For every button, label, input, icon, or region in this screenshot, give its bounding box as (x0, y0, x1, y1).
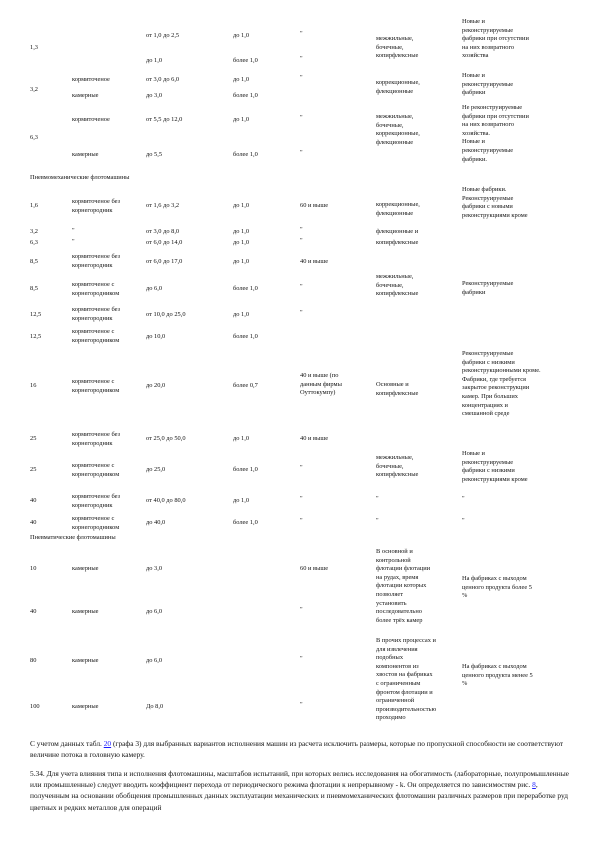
table-cell: до 20,0 (146, 382, 166, 389)
table-cell: камерные (72, 565, 99, 572)
table-cell: камерные (72, 703, 99, 710)
table-link[interactable]: 20 (103, 739, 112, 748)
table-cell: от 5,5 до 12,0 (146, 116, 183, 123)
table-cell: более 1,0 (233, 519, 258, 526)
section-header-pneumomechanical: Пневмомеханические флотомашины (30, 174, 130, 181)
table-cell: кормиточеное с корнегородником (72, 281, 120, 297)
table-cell: камерные (72, 657, 99, 664)
table-cell: кормиточеное без корнегородник (72, 253, 121, 269)
table-cell: 16 (30, 382, 37, 389)
table-cell: до 3,0 (146, 92, 163, 99)
table-cell: " (300, 309, 303, 316)
table-cell: " (300, 30, 303, 37)
table-cell: более 1,0 (233, 57, 258, 64)
table-cell: до 1,0 (233, 311, 250, 318)
paragraph-table-note (30, 738, 570, 760)
table-cell: " (300, 606, 303, 613)
table-cell: до 6,0 (146, 608, 163, 615)
table-cell: Новые и реконструируемые фабрики при отсутствии на них возвратного хозяйства (462, 18, 529, 60)
table-cell: " (300, 55, 303, 62)
table-cell: кормиточеное без корнегородник (72, 493, 121, 509)
table-cell: до 6,0 (146, 657, 163, 664)
section-header-pneumatic: Пневматические флотомашины (30, 534, 116, 541)
table-cell: более 0,7 (233, 382, 258, 389)
table-cell: 60 и выше (300, 202, 329, 209)
table-cell: 25 (30, 435, 37, 442)
table-cell: камерные (72, 151, 99, 158)
table-cell: от 1,0 до 2,5 (146, 32, 180, 39)
table-cell: камерные (72, 608, 99, 615)
table-cell: кормиточеное (72, 76, 110, 83)
table-cell: до 5,5 (146, 151, 163, 158)
table-cell: более 1,0 (233, 92, 258, 99)
table-cell: " (300, 517, 303, 524)
paragraph-text: (графа 3) для выбранных вариантов исполнения машин из расчета исключить размеры, которые по пропускной способности не соответствуют величине потока в головную камеру. (30, 739, 564, 760)
table-cell: от 40,0 до 80,0 (146, 497, 186, 504)
table-cell: коррекционные, флекционные (376, 79, 420, 95)
table-cell: от 6,0 до 17,0 (146, 258, 183, 265)
table-cell: " (376, 495, 379, 502)
table-cell: " (300, 226, 303, 233)
table-cell: " (300, 655, 303, 662)
table-cell: до 1,0 (233, 32, 250, 39)
table-cell: от 10,0 до 25,0 (146, 311, 186, 318)
table-cell: до 3,0 (146, 565, 163, 572)
table-cell: от 6,0 до 14,0 (146, 239, 183, 246)
table-cell: до 10,0 (146, 333, 166, 340)
table-cell: кормиточеное с корнегородником (72, 462, 120, 478)
table-cell: 1,3 (30, 44, 38, 51)
table-cell: межжильные, бочечные, копирфлексные (376, 454, 419, 479)
table-cell: межжильные, бочечные, коррекционные, флекционные (376, 113, 420, 146)
table-cell: Реконструируемые фабрики с низкими реконструкционными кроме. Фабрики, где требуется закрытое реконструкции камер. При больших концентрациях и смешанной среде (462, 350, 541, 418)
figure-link[interactable]: 8 (532, 780, 536, 790)
table-cell: от 3,0 до 8,0 (146, 228, 180, 235)
table-cell: копирфлексные (376, 239, 419, 246)
table-cell: " (300, 237, 303, 244)
table-cell: до 40,0 (146, 519, 166, 526)
table-cell: от 1,6 до 3,2 (146, 202, 180, 209)
table-cell: от 25,0 до 50,0 (146, 435, 186, 442)
table-cell: более 1,0 (233, 285, 258, 292)
table-cell: межжильные, бочечные, копирфлексные (376, 35, 419, 60)
table-cell: до 1,0 (233, 258, 250, 265)
table-cell: 12,5 (30, 311, 42, 318)
table-cell: 40 (30, 497, 37, 504)
table-cell: 3,2 (30, 86, 38, 93)
table-cell: до 1,0 (233, 202, 250, 209)
side-note: На фабриках с выходом ценного продукта более 5 % (462, 575, 532, 600)
table-cell: 40 и выше (по данным фирмы Оуттокумпу) (300, 372, 342, 397)
table-cell: В прочих процессах и для извлечения подобных компонентов из хвостов на фабриках с ограниченным фронтом флотации и ограниченной производительностью проходимо (376, 637, 437, 722)
table-cell: " (300, 114, 303, 121)
table-cell: до 1,0 (233, 116, 250, 123)
paragraph-5-34 (30, 768, 570, 813)
table-cell: кормиточеное без корнегородник (72, 306, 121, 322)
table-cell: Не реконструируемые фабрики при отсутствии на них возвратного хозяйства. Новые и реконструируемые фабрики. (462, 104, 529, 163)
table-cell: 6,3 (30, 134, 38, 141)
table-cell: коррекционные, флекционные (376, 201, 420, 217)
table-cell: до 1,0 (146, 57, 163, 64)
table-cell: 25 (30, 466, 37, 473)
side-note: На фабриках с выходом ценного продукта менее 5 % (462, 663, 533, 688)
table-cell: В основной и контрольной флотации флотации на рудах, время флотации которых позволяет установить последовательно более трёх камер (376, 548, 431, 624)
table-cell: кормиточеное с корнегородником (72, 515, 120, 531)
table-cell: 3,2 (30, 228, 38, 235)
table-cell: до 6,0 (146, 285, 163, 292)
table-cell: " (376, 517, 379, 524)
table-cell: кормиточеное с корнегородником (72, 378, 120, 394)
table-cell: до 25,0 (146, 466, 166, 473)
table-cell: " (462, 517, 465, 524)
table-cell: 100 (30, 703, 40, 710)
table-cell: " (462, 495, 465, 502)
table-cell: Новые и реконструируемые фабрики с низкими реконструкциями кроме (462, 450, 528, 483)
table-cell: до 1,0 (233, 76, 250, 83)
table-cell: Реконструируемые фабрики (462, 280, 514, 296)
table-cell: " (72, 238, 75, 245)
table-cell: До 8,0 (146, 703, 164, 710)
table-cell: от 3,0 до 6,0 (146, 76, 180, 83)
table-cell: 10 (30, 565, 37, 572)
table-cell: " (300, 149, 303, 156)
table-cell: кормиточеное (72, 116, 110, 123)
table-cell: более 1,0 (233, 151, 258, 158)
table-cell: " (72, 227, 75, 234)
table-cell: 8,5 (30, 285, 38, 292)
table-cell: кормиточеное без корнегородник (72, 431, 121, 447)
table-cell: флекционные и (376, 228, 419, 235)
table-cell: " (300, 74, 303, 81)
paragraph-text: 5.34. Для учета влияния типа и исполнения флотомашины, масштабов испытаний, при которых велись исследования на обогатимость (лабораторные, полупромышленные или промышленные) следует вводить коэффициент перехода от периодического режима флотации к непрерывному - k. Он определяется по зависимостям рис. (30, 769, 569, 790)
table-cell: 12,5 (30, 333, 42, 340)
table-cell: более 1,0 (233, 333, 258, 340)
table-cell: 40 (30, 519, 37, 526)
table-cell: Новые фабрики. Реконструируемые фабрики с новыми реконструкциями кроме (462, 186, 528, 219)
table-cell: кормиточеное с корнегородником (72, 328, 120, 344)
table-cell: до 1,0 (233, 239, 250, 246)
table-cell: 60 и выше (300, 565, 329, 572)
table-cell: 8,5 (30, 258, 38, 265)
table-cell: 40 и выше (300, 435, 329, 442)
table-cell: кормиточеное без корнегородник (72, 198, 121, 214)
table-cell: " (300, 701, 303, 708)
table-cell: 6,3 (30, 239, 38, 246)
table-cell: до 1,0 (233, 497, 250, 504)
table-cell: камерные (72, 92, 99, 99)
table-cell: 80 (30, 657, 37, 664)
table-cell: " (300, 495, 303, 502)
table-cell: 1,6 (30, 202, 38, 209)
table-cell: межжильные, бочечные, копирфлексные (376, 273, 419, 298)
table-cell: 40 (30, 608, 37, 615)
table-cell: до 1,0 (233, 435, 250, 442)
table-cell: Новые и реконструируемые фабрики (462, 72, 514, 97)
table-cell: Основные и копирфлексные (376, 381, 419, 397)
paragraph-text: , полученным на основании обобщения промышленных данных эксплуатации механических и пневмомеханических флотомашин различных размеров при переработке руд цветных и редких металлов для операций (30, 780, 569, 812)
table-cell: более 1,0 (233, 466, 258, 473)
table-cell: до 1,0 (233, 228, 250, 235)
table-cell: 40 и выше (300, 258, 329, 265)
table-cell: " (300, 464, 303, 471)
paragraph-text: С учетом данных табл. (30, 739, 102, 748)
table-cell: " (300, 283, 303, 290)
